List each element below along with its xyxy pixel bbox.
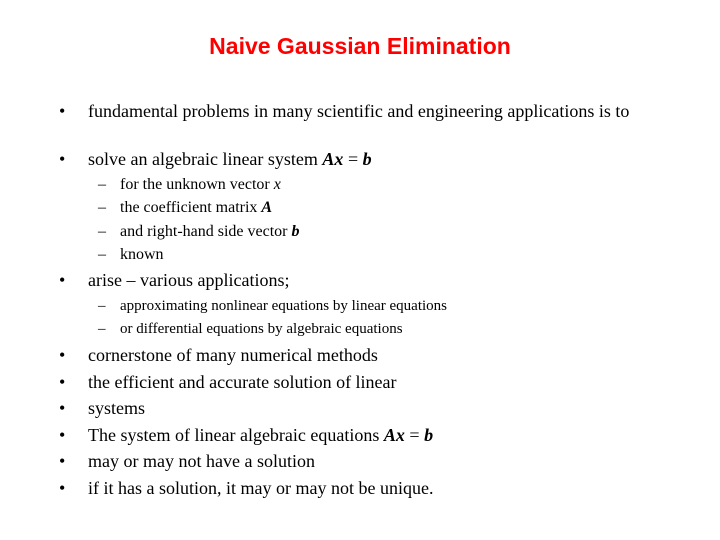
- bullet-marker: •: [59, 478, 66, 498]
- dash-marker: –: [98, 199, 106, 216]
- sub-bullet-differential: or differential equations by algebraic equations: [120, 321, 403, 337]
- bullet-text: solve an algebraic linear system: [88, 149, 323, 169]
- math-b: b: [362, 149, 372, 169]
- dash-marker: –: [98, 176, 106, 193]
- sub-bullet-unknown-vector: for the unknown vector x: [120, 176, 281, 193]
- bullet-may-not-have-solution: may or may not have a solution: [88, 451, 315, 471]
- math-equals: =: [404, 425, 425, 445]
- bullet-marker: •: [59, 270, 66, 290]
- math-b: b: [424, 425, 434, 445]
- bullet-cornerstone: cornerstone of many numerical methods: [88, 345, 378, 365]
- dash-marker: –: [98, 298, 106, 314]
- bullet-marker: •: [59, 149, 66, 169]
- sub-bullet-rhs-vector: and right-hand side vector b: [120, 223, 300, 240]
- bullet-system-of-equations: [88, 424, 668, 446]
- slide-title: Naive Gaussian Elimination: [209, 33, 511, 59]
- bullet-marker: •: [59, 425, 66, 445]
- math-equals: =: [343, 149, 363, 169]
- sub-bullet-coefficient-matrix: the coefficient matrix A: [120, 199, 273, 216]
- math-x: x: [273, 176, 281, 193]
- dash-marker: –: [98, 321, 106, 337]
- bullet-marker: •: [59, 398, 66, 418]
- bullet-marker: •: [59, 345, 66, 365]
- bullet-fundamental-problems: fundamental problems in many scientific and engineering applications is to: [88, 101, 630, 121]
- math-ax: Ax: [383, 425, 405, 445]
- dash-marker: –: [98, 223, 106, 240]
- math-b: b: [291, 223, 300, 240]
- sub-bullet-nonlinear: approximating nonlinear equations by linear equations: [120, 298, 447, 314]
- bullet-text: The system of linear algebraic equations: [88, 425, 384, 445]
- bullet-marker: •: [59, 451, 66, 471]
- sub-bullet-known: known: [120, 246, 164, 263]
- bullet-efficient-solution: the efficient and accurate solution of linear: [88, 372, 397, 392]
- math-ax: Ax: [322, 149, 344, 169]
- bullet-systems: systems: [88, 398, 146, 418]
- bullet-unique-solution: if it has a solution, it may or may not be unique.: [88, 478, 434, 498]
- bullet-marker: •: [59, 372, 66, 392]
- bullet-arise-applications: arise – various applications;: [88, 270, 290, 290]
- math-a: A: [261, 199, 273, 216]
- bullet-marker: •: [59, 101, 66, 121]
- dash-marker: –: [98, 246, 106, 263]
- bullet-solve-system: [88, 148, 668, 170]
